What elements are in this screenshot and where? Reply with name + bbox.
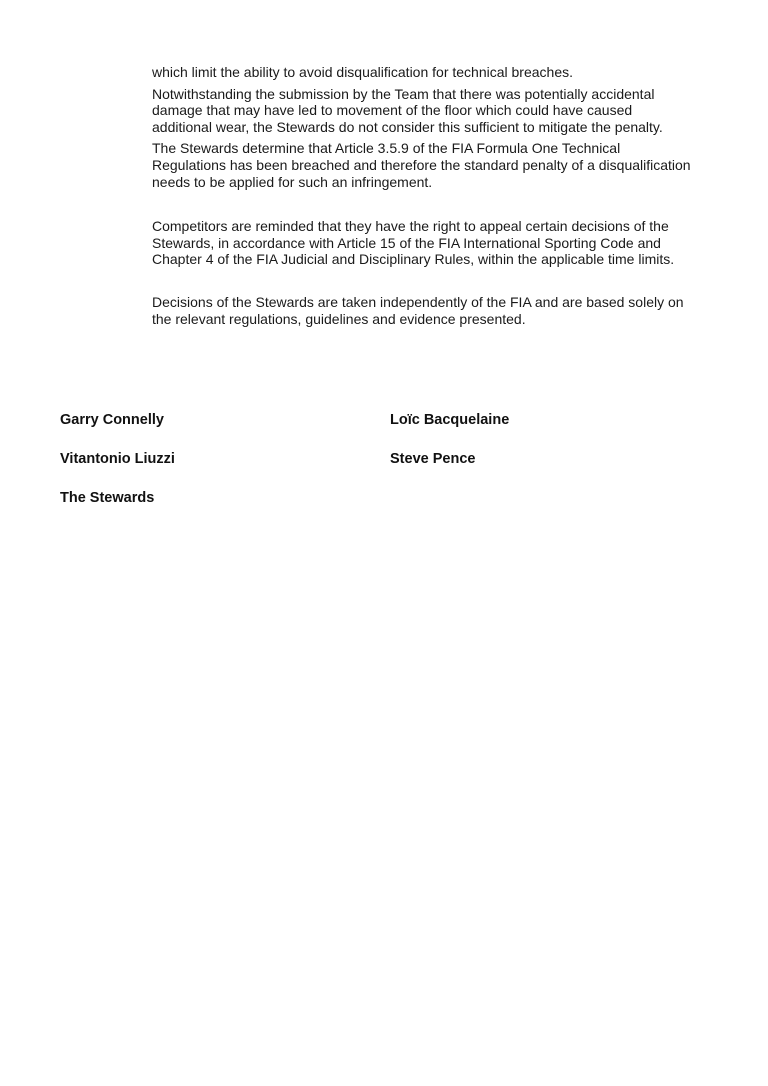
paragraph-continuation: which limit the ability to avoid disqualification for technical breaches. [152, 64, 573, 80]
paragraph-appeal-rights: Competitors are reminded that they have the right to appeal certain decisions of the Stewards, in accordance with Article 15 of the FIA International Sporting Code and Chapter 4 of the FIA Judicial and Disciplinary Rules, within the applicable time limits. [152, 218, 675, 268]
signature-row [60, 412, 708, 429]
signature-footer-the-stewards: The Stewards [60, 490, 155, 506]
signature-footer-row [60, 490, 708, 507]
paragraph-mitigation: Notwithstanding the submission by the Team that there was potentially accidental damage that may have led to movement of the floor which could have caused additional wear, the Stewards do not consider this sufficient to mitigate the penalty. [152, 85, 663, 135]
signature-name-garry-connelly: Garry Connelly [60, 412, 164, 428]
paragraph-independence: Decisions of the Stewards are taken independently of the FIA and are based solely on the relevant regulations, guidelines and evidence presented. [152, 293, 684, 327]
signature-name-loic-bacquelaine: Loïc Bacquelaine [390, 412, 510, 428]
signature-name-steve-pence: Steve Pence [390, 451, 476, 467]
signature-row [60, 451, 708, 468]
paragraph-determination: The Stewards determine that Article 3.5.9 of the FIA Formula One Technical Regulations has been breached and therefore the standard penalty of a disqualification needs to be applied for such an infringement. [152, 140, 691, 190]
decision-text-block [152, 64, 695, 332]
signature-name-vitantonio-liuzzi: Vitantonio Liuzzi [60, 451, 175, 467]
signature-block [60, 412, 708, 529]
